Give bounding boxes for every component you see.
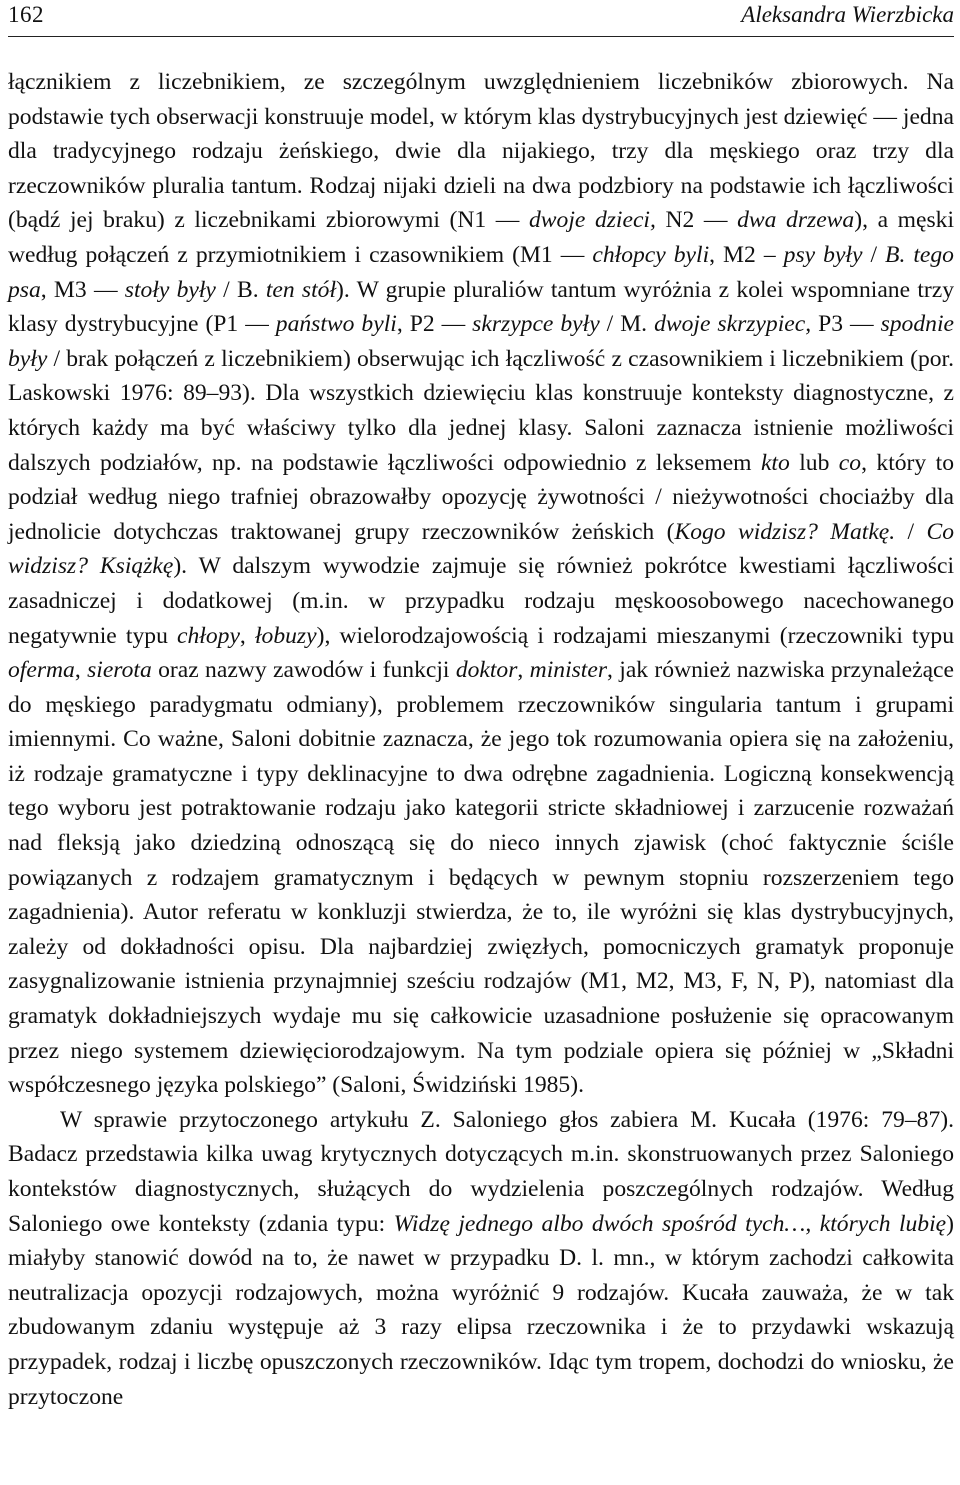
italic-example-text: oferma xyxy=(8,657,75,684)
paragraph-text: ) miałyby stanowić dowód na to, że nawet w przypadku D. l. mn., w którym zachodzi całkowita neutralizacja opozycji rodzajowych, można wyróżnić 9 rodzajów. Kucała zauważa, że w tak zbudowanym zdaniu występuje aż 3 razy elipsa rzeczownika i że to przydawki wskazują przypadek, rodzaj i liczbę opuszczonych rzeczowników. Idąc tym tropem, dochodzi do wniosku, że przytoczone xyxy=(8,1210,954,1410)
italic-example-text: doktor xyxy=(455,657,518,684)
italic-example-text: Widzę jednego albo dwóch spośród tych…, których lubię xyxy=(393,1210,947,1237)
paragraph-text: , który to podział według niego trafniej obrazowałby opozycję żywotności / nieżywotności chociażby dla jednolicie dotychczas traktowanej grupy rzeczowników żeńskich ( xyxy=(8,449,954,545)
paragraph-text: / M. xyxy=(599,311,655,338)
italic-example-text: ten stół xyxy=(265,276,337,303)
italic-example-text: dwoje skrzypiec, xyxy=(654,311,812,338)
paragraph-text: , jak również nazwiska przynależące do męskiego paradygmatu odmiany), problemem rzeczowników singularia tantum i grupami imiennymi. Co ważne, Saloni dobitnie zaznacza, że jego tok rozumowania opiera się na założeniu, iż rodzaje gramatyczne i typy deklinacyjne to dwa odrębne zagadnienia. Logiczną konsekwencją tego wyboru jest potraktowanie rodzaju jako kategorii stricte składniowej i zarzucenie rozważań nad fleksją jako dziedziną odnoszącą się do nieco innych zjawisk (choć faktycznie ściśle powiązanych z rodzajem gramatycznym i będących w pewnym stopniu rozszerzeniem tego zagadnienia). Autor referatu w konkluzji stwierdza, że to, ile wyróżni się klas dystrybucyjnych, zależy od dokładności opisu. Dla najbardziej zwięzłych, pomocniczych gramatyk proponuje zasygnalizowanie istnienia przynajmniej sześciu rodzajów (M1, M2, M3, F, N, P), natomiast dla gramatyk dokładniejszych wydaje mu się całkowicie uzasadnione posłużenie się opracowanym przez niego systemem dziewięciorodzajowym. Na tym podziale opiera się później w „Składni współczesnego języka polskiego” (Saloni, Świdziński 1985). xyxy=(8,657,954,1099)
italic-example-text: stoły były xyxy=(124,276,216,303)
paragraph-text: lub xyxy=(789,449,839,476)
paragraph-text: , xyxy=(74,657,88,684)
paragraph-text: P3 — xyxy=(811,311,881,338)
italic-example-text: sierota xyxy=(87,657,152,684)
paragraph-text: ), a męski według połączeń z przymiotnikiem i czasownikiem (M1 — xyxy=(8,207,955,268)
italic-example-text: chłopy xyxy=(177,622,240,649)
italic-example-text: psy były xyxy=(783,241,863,268)
italic-example-text: B. tego psa xyxy=(8,241,954,303)
paragraph-text: / xyxy=(862,241,886,268)
italic-example-text: minister xyxy=(529,657,608,684)
italic-example-text: chłopcy byli xyxy=(592,241,710,268)
paragraph-text: oraz nazwy zawodów i funkcji xyxy=(151,657,456,684)
page-number: 162 xyxy=(8,2,44,27)
body-text xyxy=(8,65,954,1414)
paragraph-text: / brak połączeń z liczebnikiem) obserwując ich łączliwość z czasownikiem i liczebnikiem (por. Laskowski 1976: 89–93). Dla wszystkich dziewięciu klas konstruuje konteksty diagnostyczne, z których każdy ma być właściwy tylko dla jednej klasy. Saloni zaznacza istnienie możliwości dalszych podziałów, np. na podstawie łączliwości odpowiednio z leksemem xyxy=(8,345,954,476)
paragraph-text: N2 — xyxy=(655,207,738,234)
paragraph-text: , P2 — xyxy=(396,311,473,338)
italic-example-text: łobuzy xyxy=(254,622,317,649)
paragraph-text: / B. xyxy=(215,276,266,303)
paragraph-text: , M3 — xyxy=(40,276,125,303)
paragraph-text: , xyxy=(239,622,255,649)
paragraph-text: ). W grupie pluraliów tantum wyróżnia z kolei wspomniane trzy klasy dystrybucyjne (P1 — xyxy=(8,276,955,338)
paragraph-text: W sprawie przytoczonego artykułu Z. Saloniego głos zabiera M. Kucała (1976: 79–87). Badacz przedstawia kilka uwag krytycznych dotyczących m.in. skonstruowanych przez Saloniego kontekstów diagnostycznych, służących do wydzielenia poszczególnych rodzajów. Według Saloniego owe konteksty (zdania typu: xyxy=(8,1106,954,1237)
italic-example-text: co xyxy=(838,449,862,476)
italic-example-text: spodnie były xyxy=(8,311,954,372)
paragraph-text: ). W dalszym wywodzie zajmuje się również pokrótce kwestiami łączliwości zasadniczej i dodatkowej (m.in. w przypadku rodzaju męskoosobowego nacechowanego negatywnie typu xyxy=(8,553,955,649)
paragraph-text: łącznikiem z liczebnikiem, ze szczególnym uwzględnieniem liczebników zbiorowych. Na podstawie tych obserwacji konstruuje model, w którym klas dystrybucyjnych jest dziewięć — jedna dla tradycyjnego rodzaju żeńskiego, dwie dla nijakiego, trzy dla męskiego oraz trzy dla rzeczowników pluralia tantum. Rodzaj nijaki dzieli na dwa podzbiory na podstawie ich łączliwości (bądź jej braku) z liczebnikami zbiorowymi (N1 — xyxy=(8,69,954,234)
italic-example-text: skrzypce były xyxy=(472,311,600,338)
running-head xyxy=(8,0,954,37)
paragraph-text: / xyxy=(895,518,927,545)
italic-example-text: kto xyxy=(760,449,790,476)
paragraph-text: , M2 – xyxy=(709,241,784,268)
italic-example-text: dwa drzewa xyxy=(737,207,855,234)
italic-example-text: państwo byli xyxy=(275,311,397,338)
body-paragraph xyxy=(8,65,954,1103)
paragraph-text: , xyxy=(517,657,530,684)
italic-example-text: Co widzisz? Książkę xyxy=(8,518,954,580)
italic-example-text: dwoje dzieci, xyxy=(528,207,656,234)
body-paragraph xyxy=(8,1103,954,1414)
italic-example-text: Kogo widzisz? Matkę. xyxy=(674,518,896,545)
paragraph-text: ), wielorodzajowością i rodzajami mieszanymi (rzeczowniki typu xyxy=(316,622,954,649)
running-head-author: Aleksandra Wierzbicka xyxy=(741,2,954,27)
